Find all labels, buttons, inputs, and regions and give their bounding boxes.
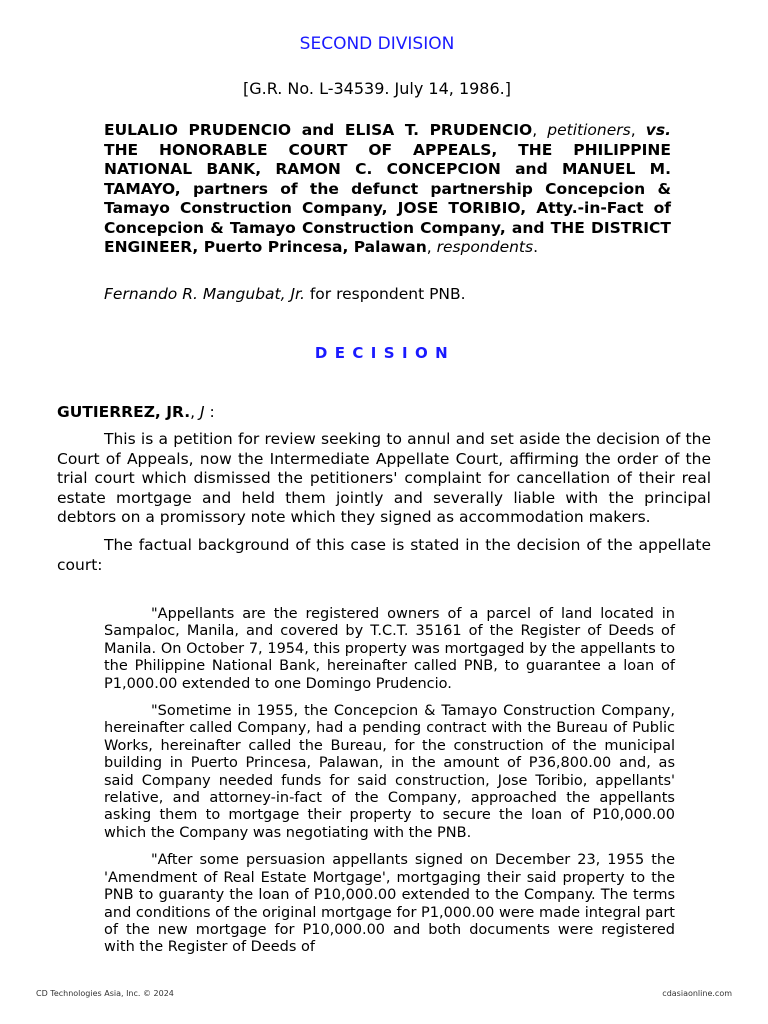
decision-body	[57, 430, 711, 583]
case-parties	[104, 121, 671, 258]
petitioners-names: EULALIO PRUDENCIO and ELISA T. PRUDENCIO	[104, 121, 533, 139]
respondents-names: THE HONORABLE COURT OF APPEALS, THE PHILIPPINE NATIONAL BANK, RAMON C. CONCEPCION and MANUEL M. TAMAYO, partners of the defunct partnership Concepcion & Tamayo Construction Company, JOSE TORIBIO, Atty.-in-Fact of Concepcion & Tamayo Construction Company, and THE DISTRICT ENGINEER, Puerto Princesa, Palawan	[104, 140, 671, 256]
respondents-label: respondents	[436, 238, 534, 256]
footer-website: cdasiaonline.com	[662, 989, 732, 998]
ponente	[57, 403, 215, 421]
respondents-period: .	[533, 238, 539, 256]
judge-colon: :	[204, 403, 215, 421]
judge-separator: ,	[190, 403, 200, 421]
respondents-separator: ,	[426, 238, 437, 256]
petitioners-comma: ,	[630, 121, 636, 139]
counsel-line	[104, 285, 704, 303]
petitioners-label: petitioners	[547, 121, 631, 139]
counsel-role: for respondent PNB.	[304, 285, 466, 303]
case-number: [G.R. No. L-34539. July 14, 1986.]	[242, 79, 511, 98]
division-heading: SECOND DIVISION	[299, 34, 455, 54]
body-paragraph: The factual background of this case is stated in the decision of the appellate court:	[57, 535, 711, 574]
versus: vs.	[645, 121, 671, 139]
quote-paragraph: "Sometime in 1955, the Concepcion & Tamayo Construction Company, hereinafter called Company, had a pending contract with the Bureau of Public Works, hereinafter called the Bureau, for the construction of the municipal building in Puerto Princesa, Palawan, in the amount of P36,800.00 and, as said Company needed funds for said construction, Jose Toribio, appellants' relative, and attorney-in-fact of the Company, approached the appellants asking them to mortgage their property to secure the loan of P10,000.00 which the Company was negotiating with the PNB.	[104, 703, 675, 841]
decision-title: DECISION	[314, 344, 456, 362]
quoted-appellate-decision	[104, 606, 675, 967]
judge-title: J	[199, 403, 205, 421]
footer-copyright: CD Technologies Asia, Inc. © 2024	[36, 989, 174, 998]
counsel-name: Fernando R. Mangubat, Jr.	[104, 285, 305, 303]
petitioners-separator: ,	[532, 121, 548, 139]
body-paragraph: This is a petition for review seeking to annul and set aside the decision of the Court of Appeals, now the Intermediate Appellate Court, affirming the order of the trial court which dismissed the petitioners' complaint for cancellation of their real estate mortgage and held them jointly and severally liable with the principal debtors on a promissory note which they signed as accommodation makers.	[57, 430, 711, 527]
quote-paragraph: "Appellants are the registered owners of a parcel of land located in Sampaloc, Manila, and covered by T.C.T. 35161 of the Register of Deeds of Manila. On October 7, 1954, this property was mortgaged by the appellants to the Philippine National Bank, hereinafter called PNB, to guarantee a loan of P1,000.00 extended to one Domingo Prudencio.	[104, 606, 675, 692]
quote-paragraph: "After some persuasion appellants signed on December 23, 1955 the 'Amendment of Real Estate Mortgage', mortgaging their said property to the PNB to guaranty the loan of P10,000.00 extended to the Company. The terms and conditions of the original mortgage for P1,000.00 were made integral part of the new mortgage for P10,000.00 and both documents were registered with the Register of Deeds of	[104, 852, 675, 956]
judge-name: GUTIERREZ, JR.	[57, 403, 191, 421]
